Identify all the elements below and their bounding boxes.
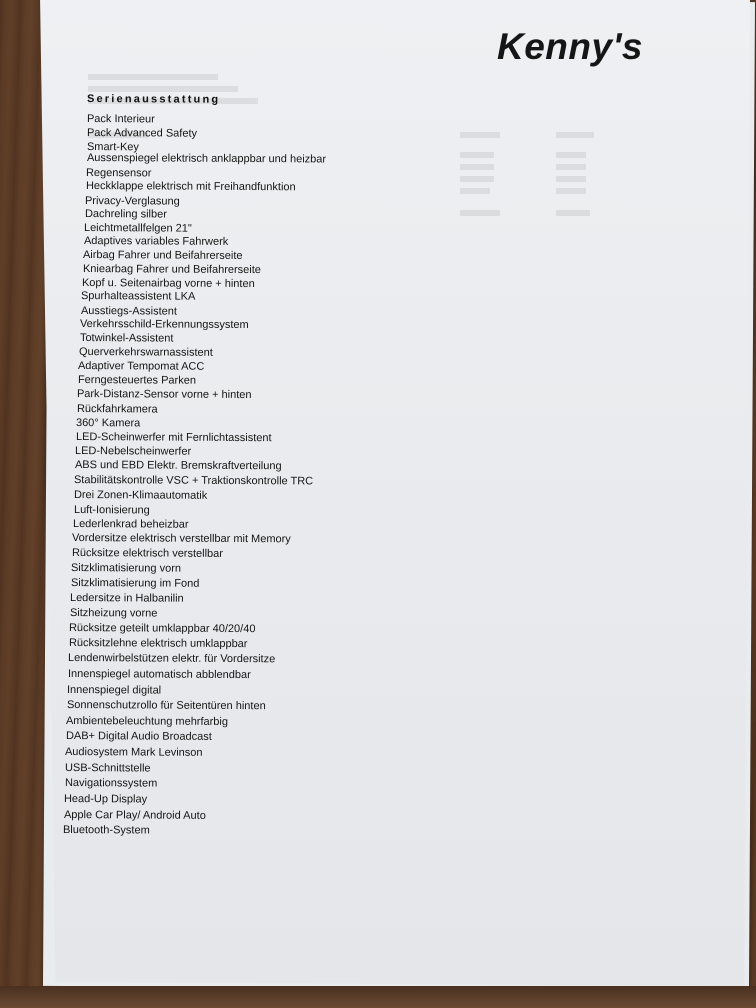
- desk-surface: [0, 986, 756, 1008]
- brand-logo: Kenny's: [497, 26, 643, 67]
- list-item: Bluetooth-System: [62, 824, 150, 837]
- list-item: Luft-Ionisierung: [73, 504, 150, 517]
- list-item: Kopf u. Seitenairbag vorne + hinten: [81, 277, 255, 291]
- list-item: Privacy-Verglasung: [84, 195, 180, 208]
- list-item: USB-Schnittstelle: [64, 762, 151, 775]
- list-item: LED-Nebelscheinwerfer: [74, 445, 192, 458]
- list-item: Totwinkel-Assistent: [79, 332, 174, 345]
- list-item: Heckklappe elektrisch mit Freihandfunktion: [85, 180, 296, 194]
- list-item: Adaptives variables Fahrwerk: [83, 235, 229, 248]
- list-item: Lederlenkrad beheizbar: [72, 518, 189, 531]
- list-item: Head-Up Display: [63, 793, 148, 806]
- list-item: Spurhalteassistent LKA: [80, 290, 196, 303]
- list-item: Kniearbag Fahrer und Beifahrerseite: [82, 263, 261, 277]
- list-item: Rückfahrkamera: [76, 403, 158, 416]
- list-item: Sitzklimatisierung im Fond: [70, 577, 200, 590]
- list-item: Park-Distanz-Sensor vorne + hinten: [76, 388, 252, 402]
- section-heading: Serienausstattung: [86, 93, 221, 106]
- list-item: LED-Scheinwerfer mit Fernlichtassistent: [75, 431, 272, 445]
- list-item: Apple Car Play/ Android Auto: [63, 809, 206, 822]
- list-item: Regensensor: [85, 167, 152, 180]
- list-item: Smart-Key: [86, 141, 139, 154]
- list-item: 360° Kamera: [75, 417, 141, 430]
- list-item: Leichtmetallfelgen 21": [83, 222, 192, 235]
- list-item: Querverkehrswarnassistent: [78, 346, 213, 359]
- list-item: Pack Interieur: [86, 113, 155, 126]
- list-item: Adaptiver Tempomat ACC: [77, 360, 205, 373]
- list-item: Audiosystem Mark Levinson: [64, 746, 203, 759]
- list-item: Rücksitze elektrisch verstellbar: [71, 547, 223, 560]
- list-item: Aussenspiegel elektrisch anklappbar und heizbar: [86, 152, 327, 166]
- list-item: Ausstiegs-Assistent: [80, 305, 177, 318]
- list-item: Sitzheizung vorne: [69, 607, 158, 620]
- list-item: Airbag Fahrer und Beifahrerseite: [82, 249, 243, 262]
- list-item: Sitzklimatisierung vorn: [70, 562, 182, 575]
- list-item: Vordersitze elektrisch verstellbar mit Memory: [71, 532, 291, 546]
- list-item: Drei Zonen-Klimaautomatik: [73, 489, 208, 502]
- list-item: Innenspiegel digital: [66, 684, 162, 697]
- list-item: Ledersitze in Halbanilin: [69, 592, 184, 605]
- list-item: Ferngesteuertes Parken: [77, 374, 197, 387]
- list-item: Pack Advanced Safety: [86, 127, 198, 140]
- list-item: Ambientebeleuchtung mehrfarbig: [65, 715, 229, 728]
- list-item: Lendenwirbelstützen elektr. für Vordersitze: [67, 652, 276, 666]
- list-item: DAB+ Digital Audio Broadcast: [65, 730, 212, 743]
- list-item: Innenspiegel automatisch abblendbar: [67, 668, 251, 682]
- list-item: Verkehrsschild-Erkennungssystem: [79, 318, 249, 332]
- list-item: Dachreling silber: [84, 208, 167, 221]
- list-item: Stabilitätskontrolle VSC + Traktionskontrolle TRC: [73, 474, 314, 488]
- list-item: Rücksitze geteilt umklappbar 40/20/40: [68, 622, 256, 636]
- list-item: Rücksitzlehne elektrisch umklappbar: [68, 637, 248, 651]
- list-item: ABS und EBD Elektr. Bremskraftverteilung: [74, 459, 282, 473]
- list-item: Navigationssystem: [64, 777, 158, 790]
- list-item: Sonnenschutzrollo für Seitentüren hinten: [66, 699, 266, 713]
